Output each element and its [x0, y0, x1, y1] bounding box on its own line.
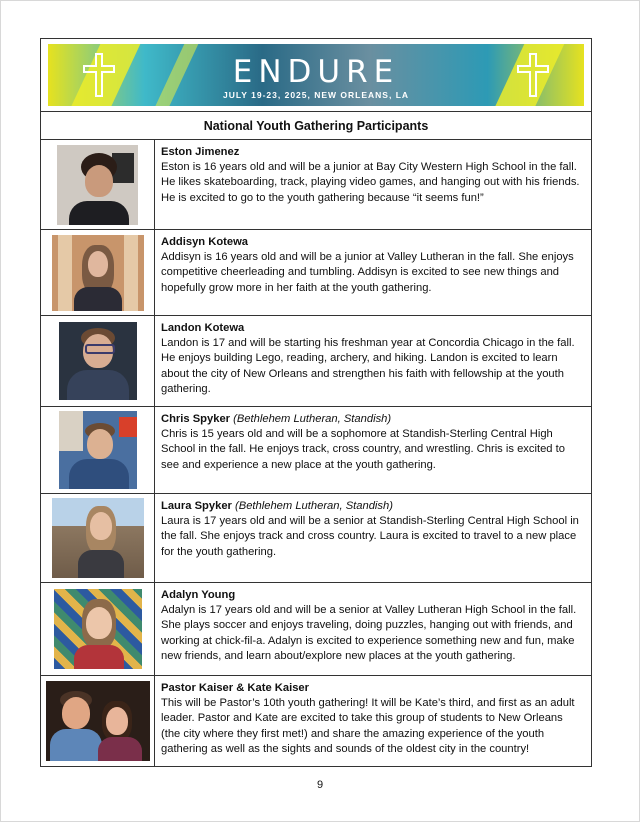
banner-title: ENDURE: [232, 54, 400, 90]
participant-name: Addisyn Kotewa: [161, 236, 249, 248]
table-heading: National Youth Gathering Participants: [41, 112, 591, 140]
participant-row: [41, 494, 591, 583]
participant-photo: [52, 235, 144, 311]
participant-photo: [59, 322, 137, 400]
participant-bio: This will be Pastor’s 10th youth gathering! It will be Kate’s third, and first as an adult leader. Pastor and Kate are excited to take this group of students to New Orleans (the city where they first met!) and share the amazing experience of the youth gathering as well as the sights and sounds of the oldest city in the country!: [161, 697, 575, 755]
participant-bio: Adalyn is 17 years old and will be a senior at Valley Lutheran High School in the fall. She plays soccer and enjoys traveling, doing puzzles, hanging out with friends, and working at chick-fil-a. Adalyn is excited to experience something new and fun, make new friends, and learn about/explore new places at the youth gathering.: [161, 604, 577, 662]
participant-church: (Bethlehem Lutheran, Standish): [235, 500, 393, 512]
participant-bio: Addisyn is 16 years old and will be a junior at Valley Lutheran in the fall. She enjoys competitive cheerleading and tumbling. Addisyn is excited to see new things and hopefully grow more in her faith at the youth gathering.: [161, 251, 574, 294]
participant-photo: [52, 498, 144, 578]
banner-row: [41, 39, 591, 112]
participant-row: [41, 316, 591, 407]
participant-church: (Bethlehem Lutheran, Standish): [233, 413, 392, 425]
participant-photo: [54, 589, 142, 669]
participant-photo: [46, 681, 150, 761]
participant-photo: [59, 411, 137, 489]
participant-bio: Landon is 17 and will be starting his freshman year at Concordia Chicago in the fall. He enjoys building Lego, reading, archery, and hiking. Landon is excited to learn about the city of New Orleans and strengthen his faith with fellowship at the youth gathering.: [161, 337, 575, 395]
banner-subtitle: JULY 19-23, 2025, NEW ORLEANS, LA: [222, 90, 410, 100]
participant-row: [41, 140, 591, 230]
participant-photo: [57, 145, 138, 225]
participants-table: [40, 38, 592, 767]
participant-row: [41, 407, 591, 494]
participant-name: Eston Jimenez: [161, 146, 240, 158]
participant-bio: Laura is 17 years old and will be a senior at Standish-Sterling Central High School in the fall. She enjoys track and cross country. Laura is excited to travel to a new place for the youth gathering.: [161, 515, 579, 558]
participant-name: Chris Spyker: [161, 413, 231, 425]
participant-bio: Chris is 15 years old and will be a sophomore at Standish-Sterling Central High School in the fall. He enjoys track, cross country, and wrestling. Chris is excited to see and experience a new place at the youth gathering.: [161, 428, 565, 471]
participant-name: Adalyn Young: [161, 589, 236, 601]
participant-name: Landon Kotewa: [161, 322, 245, 334]
endure-banner: [48, 44, 584, 106]
participant-row: [41, 230, 591, 316]
participant-name: Pastor Kaiser & Kate Kaiser: [161, 682, 309, 694]
page-number: 9: [316, 779, 324, 791]
participant-name: Laura Spyker: [161, 500, 232, 512]
participant-bio: Eston is 16 years old and will be a junior at Bay City Western High School in the fall. He likes skateboarding, track, playing video games, and hanging out with his friends. He is excited to go to the youth gathering because “it seems fun!”: [161, 161, 580, 204]
participant-row: [41, 583, 591, 676]
participant-row: [41, 676, 591, 766]
